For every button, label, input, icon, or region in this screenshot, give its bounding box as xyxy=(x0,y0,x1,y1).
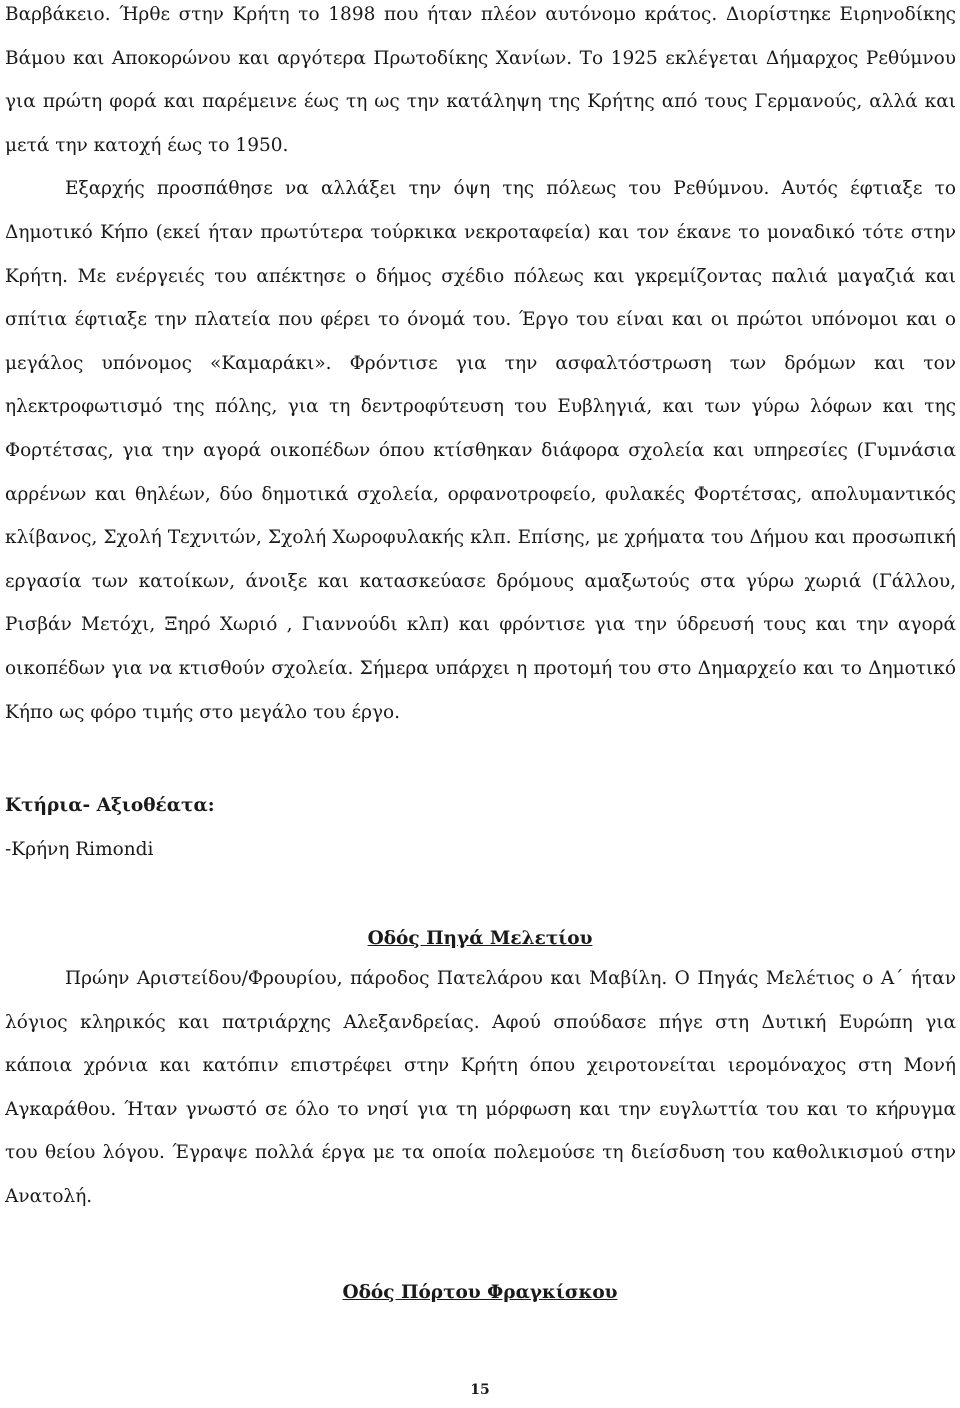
page-number: 15 xyxy=(470,1382,490,1398)
paragraph-works: Εξαρχής προσπάθησε να αλλάξει την όψη της πόλεως του Ρεθύμνου. Αυτός έφτιαξε το Δημοτικό Κήπο (εκεί ήταν πρωτύτερα τούρκικα νεκροταφεία) και τον έκανε το μοναδικό τότε στην Κρήτη. Με ενέργειές του απέκτησε ο δήμος σχέδιο πόλεως και γκρεμίζοντας παλιά μαγαζιά και σπίτια έφτιαξε την πλατεία που φέρει το όνομά του. Έργο του είναι και οι πρώτοι υπόνομοι και ο μεγάλος υπόνομος «Καμαράκι». Φρόντισε για την ασφαλτόστρωση των δρόμων και τον ηλεκτροφωτισμό της πόλης, για τη δεντροφύτευση του Ευβληγιά, και των γύρω λόφων και της Φορτέτσας, για την αγορά οικοπέδων όπου κτίσθηκαν διάφορα σχολεία και υπηρεσίες (Γυμνάσια αρρένων και θηλέων, δύο δημοτικά σχολεία, ορφανοτροφείο, φυλακές Φορτέτσας, απολυμαντικός κλίβανος, Σχολή Τεχνιτών, Σχολή Χωροφυλακής κλπ. Επίσης, με χρήματα του Δήμου και προσωπική εργασία των κατοίκων, άνοιξε και κατασκεύασε δρόμους αμαξωτούς στα γύρω χωριά (Γάλλου, Ρισβάν Μετόχι, Ξηρό Χωριό , Γιαννούδι κλπ) και φρόντισε για την ύδρευσή τους και την αγορά οικοπέδων για να κτισθούν σχολεία. Σήμερα υπάρχει η προτομή του στο Δημαρχείο και το Δημοτικό Κήπο ως φόρο τιμής στο μεγάλο του έργο. xyxy=(5,178,956,723)
sights-subheading: Κτήρια- Αξιοθέατα: xyxy=(5,795,215,816)
section-title-portou-fragkiskou: Οδός Πόρτου Φραγκίσκου xyxy=(342,1282,618,1303)
paragraph-intro: Βαρβάκειο. Ήρθε στην Κρήτη το 1898 που ήταν πλέον αυτόνομο κράτος. Διορίστηκε Ειρηνοδίκης Βάμου και Αποκορώνου και αργότερα Πρωτοδίκης Χανίων. Το 1925 εκλέγεται Δήμαρχος Ρεθύμνου για πρώτη φορά και παρέμεινε έως τη ως την κατάληψη της Κρήτης από τους Γερμανούς, αλλά και μετά την κατοχή έως το 1950. xyxy=(5,4,956,156)
pigas-meletios-block xyxy=(5,957,956,1219)
sights-block xyxy=(5,784,956,871)
body-text-block xyxy=(5,0,956,734)
section-title-pigas-meletios: Οδός Πηγά Μελετίου xyxy=(367,928,593,949)
sights-list-item: -Κρήνη Rimondi xyxy=(5,838,154,860)
paragraph-pigas-meletios: Πρώην Αριστείδου/Φρουρίου, πάροδος Πατελάρου και Μαβίλη. Ο Πηγάς Μελέτιος ο Α΄ ήταν λόγιος κληρικός και πατριάρχης Αλεξανδρείας. Αφού σπούδασε πήγε στη Δυτική Ευρώπη για κάποια χρόνια και κατόπιν επιστρέφει στην Κρήτη όπου χειροτονείται ιερομόναχος στη Μονή Αγκαράθου. Ήταν γνωστό σε όλο το νησί για τη μόρφωση και την ευγλωττία του και το κήρυγμα του θείου λόγου. Έγραψε πολλά έργα με τα οποία πολεμούσε τη διείσδυση του καθολικισμού στην Ανατολή. xyxy=(5,968,956,1207)
